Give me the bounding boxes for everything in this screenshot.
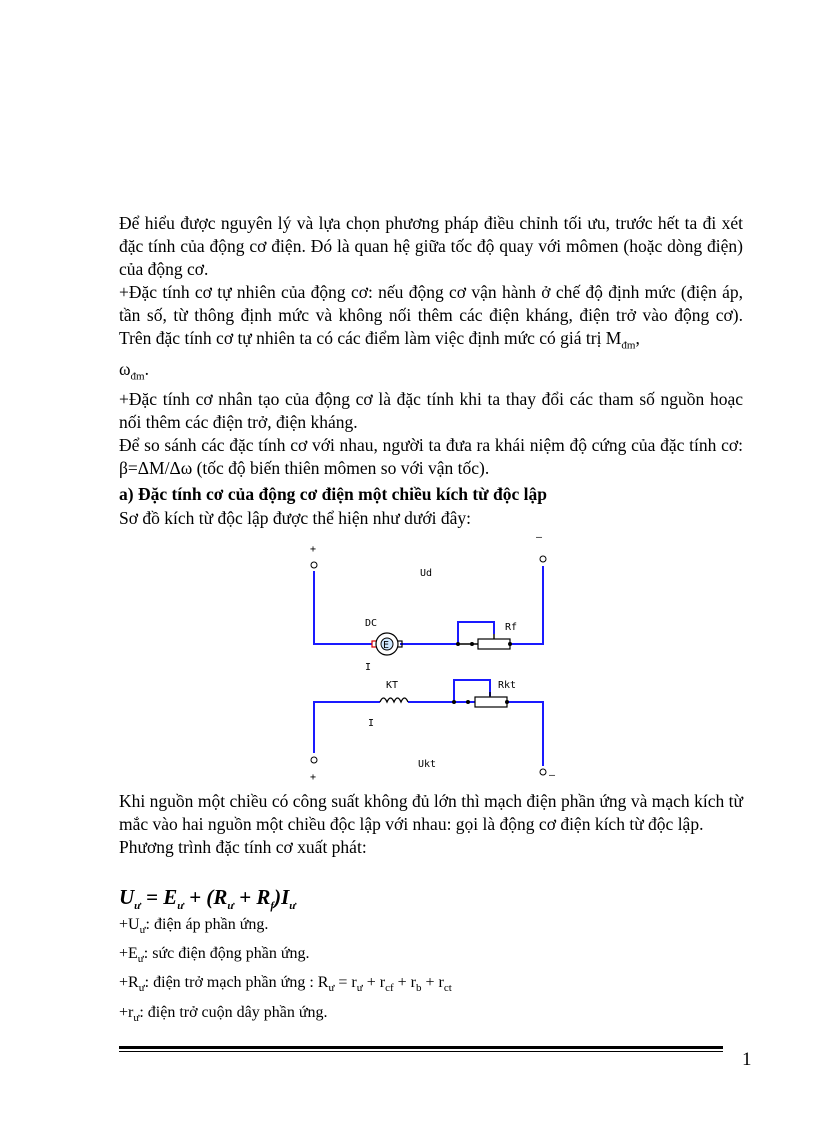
intro-block [119, 212, 743, 480]
wire-armature-left [314, 571, 372, 644]
paragraph-definition: Để hiểu được nguyên lý và lựa chọn phương pháp điều chỉnh tối ưu, trước hết ta đi xét đặc tính của động cơ điện. Đó là quan hệ giữa tốc độ quay với mômen (hoặc dòng điện) của động cơ. [119, 213, 743, 279]
node-rkt-left [452, 700, 456, 704]
current-bottom-label: I [368, 718, 375, 729]
ukt-label: Ukt [418, 759, 437, 770]
terminal-bottom-left-icon [311, 757, 317, 763]
footer-rule-thin [119, 1051, 723, 1052]
definition-item: $+r_ư$: điện trở cuộn dây phần ứng. [119, 1003, 328, 1024]
equation: $U_ư = E_ư + (R_ư + R_f)I_ư$ [119, 885, 296, 913]
definition-item: $+U_ư$: điện áp phần ứng. [119, 916, 269, 937]
kt-label: KT [386, 680, 399, 691]
circuit-diagram [300, 530, 570, 785]
rkt-resistor-icon [475, 697, 507, 707]
kt-coil-icon [380, 698, 408, 702]
section-heading: a) Đặc tính cơ của động cơ điện một chiều kích từ độc lập [119, 484, 548, 504]
paragraph-equation-intro: Phương trình đặc tính cơ xuất phát: [119, 837, 367, 857]
definition-item: $+R_ư$: điện trở mạch phần ứng : $R_ư = r_ư + r_{cf} + r_b + r_{ct}$ [119, 974, 452, 995]
terminal-bottom-right-icon [540, 769, 546, 775]
node-rf-right [508, 642, 512, 646]
page-number: 1 [742, 1049, 752, 1070]
minus-top-label: – [536, 532, 543, 543]
terminal-top-left-icon [311, 562, 317, 568]
ud-label: Ud [420, 568, 433, 579]
wire-field-right [507, 702, 543, 766]
definition-item: $+E_ư$: sức điện động phần ứng. [119, 945, 310, 966]
paragraph-stiffness: Để so sánh các đặc tính cơ với nhau, người ta đưa ra khái niệm độ cứng của đặc tính cơ: β=ΔM/Δω (tốc độ biến thiên mômen so với vận tốc). [119, 435, 743, 478]
plus-top-label: + [310, 544, 317, 555]
emf-label: E [383, 640, 390, 651]
definitions-list [119, 913, 452, 1030]
plus-bottom-label: + [310, 772, 317, 783]
footer-rule-thick [119, 1046, 723, 1049]
minus-bottom-label: – [549, 770, 556, 781]
node-rf-mid [470, 642, 474, 646]
node-rf-left [456, 642, 460, 646]
rf-resistor-icon [478, 639, 510, 649]
terminal-top-right-icon [540, 556, 546, 562]
current-top-label: I [365, 662, 372, 673]
dc-label: DC [365, 618, 378, 629]
node-rkt-mid [466, 700, 470, 704]
omega-symbol: ω [119, 358, 131, 379]
paragraph-separate-excitation: Khi nguồn một chiều có công suất không đủ lớn thì mạch điện phần ứng và mạch kích từ mắc vào hai nguồn một chiều độc lập với nhau: gọi là động cơ điện kích từ độc lập. [119, 791, 743, 834]
rf-label: Rf [505, 622, 518, 633]
body-block [119, 790, 743, 859]
node-rkt-right [505, 700, 509, 704]
paragraph-artificial-characteristic: +Đặc tính cơ nhân tạo của động cơ là đặc tính khi ta thay đổi các tham số nguồn hoạc nối thêm các điện trở, điện kháng. [119, 389, 743, 432]
paragraph-natural-characteristic: +Đặc tính cơ tự nhiên của động cơ: nếu động cơ vận hành ở chế độ định mức (điện áp, tần số, từ thông định mức và không nối thêm các điện kháng, điện trở vào động cơ). Trên đặc tính cơ tự nhiên ta có các điểm làm việc định mức có giá trị $M_{đm}$, $\omega_{đm}$. [119, 282, 743, 382]
diagram-caption: Sơ đồ kích từ độc lập được thể hiện như dưới đây: [119, 508, 471, 528]
rkt-label: Rkt [498, 680, 517, 691]
